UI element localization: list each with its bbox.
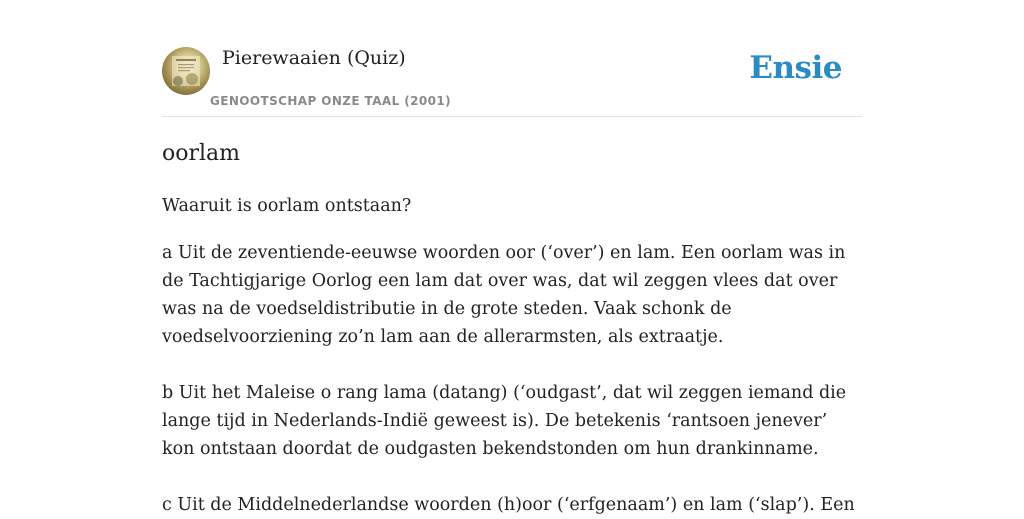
book-cover-avatar[interactable]	[162, 47, 210, 95]
book-title[interactable]: Pierewaaien (Quiz)	[222, 47, 406, 69]
answer-option-a: a Uit de zeventiende-eeuwse woorden oor (‘over’) en lam. Een oorlam was in de Tachtigjarige Oorlog een lam dat over was, dat wil zeggen vlees dat over was na de voedseldistributie in de grote steden. Vaak schonk de voedselvoorziening zo’n lam aan de allerarmsten, als extraatje.	[162, 243, 846, 347]
entry-page	[162, 0, 862, 515]
quiz-question: Waaruit is oorlam ontstaan?	[162, 196, 412, 216]
source-header	[162, 0, 862, 117]
answer-option-c: c Uit de Middelnederlandse woorden (h)oor (‘erfgenaam’) en lam (‘slap’). Een	[162, 495, 855, 515]
ensie-logo[interactable]: Ensie	[749, 50, 842, 86]
entry-title: oorlam	[162, 141, 241, 166]
answer-option-b: b Uit het Maleise o rang lama (datang) (‘oudgast’, dat wil zeggen iemand die lange tijd in Nederlands-Indië geweest is). De betekenis ‘rantsoen jenever’ kon ontstaan doordat de oudgasten bekendstonden om hun drankinname.	[162, 383, 847, 459]
publisher-label: GENOOTSCHAP ONZE TAAL (2001)	[210, 94, 451, 108]
